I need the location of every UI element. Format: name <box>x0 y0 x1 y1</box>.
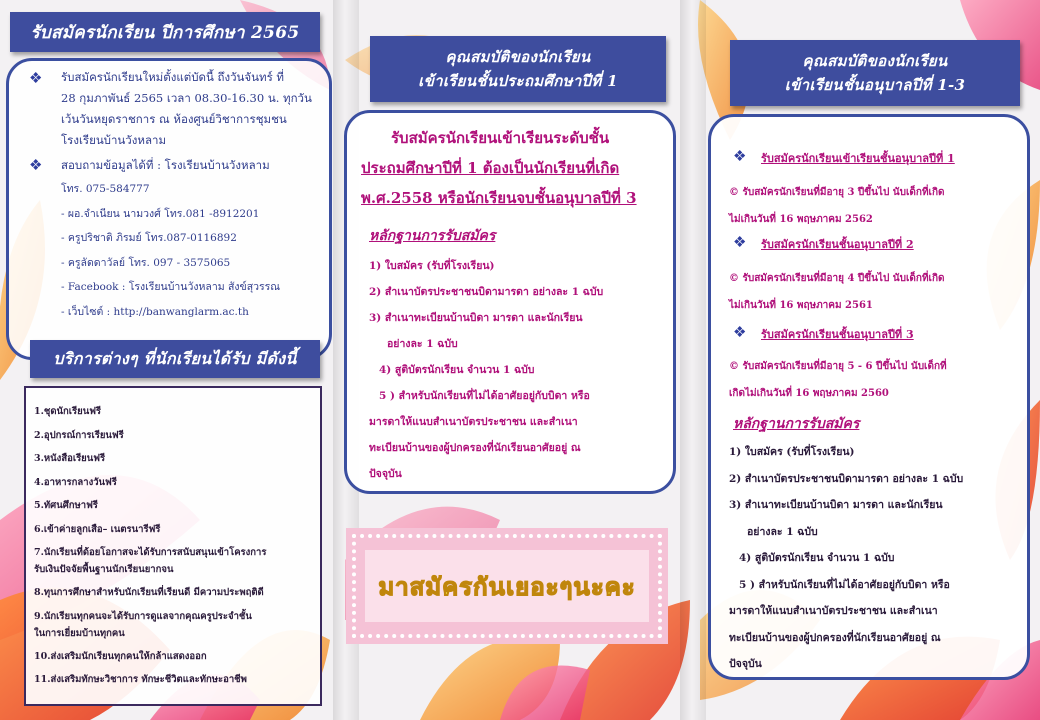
contact-line: โทร. 075-584777 <box>61 183 150 195</box>
middle-title-line1: คุณสมบัติของนักเรียน <box>445 48 591 66</box>
right-title-line2: เข้าเรียนชั้นอนุบาลปีที่ 1-3 <box>784 76 966 94</box>
doc-item: 2) สำเนาบัตรประชาชนบิดามารดา อย่างละ 1 ฉบับ <box>729 472 964 485</box>
k3-line: © รับสมัครนักเรียนที่มีอายุ 5 - 6 ปีขึ้นไป นับเด็กที่ <box>729 361 947 372</box>
doc-item: 5 ) สำหรับนักเรียนที่ไม่ได้อาศัยอยู่กับบิดา หรือ <box>739 578 950 591</box>
service-item: 9.นักเรียนทุกคนจะได้รับการดูแลจากคุณครูประจำชั้น <box>34 610 252 622</box>
k2-line: © รับสมัครนักเรียนที่มีอายุ 4 ปีขึ้นไป นับเด็กที่เกิด <box>729 273 945 284</box>
service-item: 4.อาหารกลางวันฟรี <box>34 476 117 488</box>
kindergarten-docs-title: หลักฐานการรับสมัคร <box>733 416 860 432</box>
service-item: ในการเยี่ยมบ้านทุกคน <box>34 627 125 639</box>
doc-item: 3) สำเนาทะเบียนบ้านบิดา มารดา และนักเรียน <box>369 312 583 324</box>
contact-title: สอบถามข้อมูลได้ที่ : โรงเรียนบ้านวังหลาม <box>61 158 270 172</box>
info-line: รับสมัครนักเรียนใหม่ตั้งแต่บัดนี้ ถึงวันจันทร์ ที่ <box>61 70 284 84</box>
diamond-bullet-icon: ❖ <box>733 233 747 251</box>
k2-line: ไม่เกินวันที่ 16 พฤษภาคม 2561 <box>729 300 873 311</box>
doc-item: 4) สูติบัตรนักเรียน จำนวน 1 ฉบับ <box>379 364 535 376</box>
contact-line: - Facebook : โรงเรียนบ้านวังหลาม สังข์สุวรรณ <box>61 281 281 293</box>
service-item: 2.อุปกรณ์การเรียนฟรี <box>34 429 124 441</box>
k1-line: © รับสมัครนักเรียนที่มีอายุ 3 ปีขึ้นไป นับเด็กที่เกิด <box>729 187 945 198</box>
k1-title: รับสมัครนักเรียนเข้าเรียนชั้นอนุบาลปีที่ 1 <box>761 152 955 165</box>
right-title-banner <box>730 40 1020 106</box>
doc-item: ปัจจุบัน <box>729 658 762 670</box>
doc-item: ทะเบียนบ้านของผู้ปกครองที่นักเรียนอาศัยอยู่ ณ <box>369 442 581 454</box>
doc-item: อย่างละ 1 ฉบับ <box>387 338 458 350</box>
k2-detail <box>729 265 945 319</box>
services-title: บริการต่างๆ ที่นักเรียนได้รับ มีดังนี้ <box>53 348 297 368</box>
doc-item: 3) สำเนาทะเบียนบ้านบิดา มารดา และนักเรียน <box>729 499 943 511</box>
middle-title-line2: เข้าเรียนชั้นประถมศึกษาปีที่ 1 <box>418 72 618 90</box>
primary-docs-title: หลักฐานการรับสมัคร <box>369 228 496 244</box>
fold-line-right <box>680 0 706 720</box>
services-list <box>34 400 266 692</box>
k3-title: รับสมัครนักเรียนชั้นอนุบาลปีที่ 3 <box>761 328 914 341</box>
intro-line: ประถมศึกษาปีที่ 1 ต้องเป็นนักเรียนที่เกิด <box>361 159 620 177</box>
service-item: 6.เข้าค่ายลูกเสือ– เนตรนารีฟรี <box>34 523 161 535</box>
services-panel <box>24 386 322 706</box>
info-line: 28 กุมภาพันธ์ 2565 เวลา 08.30-16.30 น. ทุกวัน <box>61 91 312 105</box>
contact-list <box>61 177 280 324</box>
service-item: รับเงินปัจจัยพื้นฐานนักเรียนยากจน <box>34 564 174 575</box>
welcome-sign-text: มาสมัครกันเยอะๆนะคะ <box>378 572 636 601</box>
doc-item: มารดาให้แนบสำเนาบัตรประชาชน และสำเนา <box>369 416 578 428</box>
left-title: รับสมัครนักเรียน ปีการศึกษา 2565 <box>30 22 300 43</box>
service-item: 1.ชุดนักเรียนฟรี <box>34 406 102 417</box>
diamond-bullet-icon: ❖ <box>733 323 747 341</box>
doc-item: 1) ใบสมัคร (รับที่โรงเรียน) <box>729 446 855 458</box>
doc-item: 2) สำเนาบัตรประชาชนบิดามารดา อย่างละ 1 ฉบับ <box>369 286 604 298</box>
left-title-banner <box>10 12 320 52</box>
service-item: 3.หนังสือเรียนฟรี <box>34 453 106 464</box>
service-item: 10.ส่งเสริมนักเรียนทุกคนให้กล้าแสดงออก <box>34 650 207 662</box>
right-title-line1: คุณสมบัติของนักเรียน <box>802 52 948 70</box>
contact-line: - เว็บไซต์ : http://banwanglarm.ac.th <box>61 305 249 318</box>
doc-item: 5 ) สำหรับนักเรียนที่ไม่ได้อาศัยอยู่กับบิดา หรือ <box>379 390 590 402</box>
k3-line: เกิดไม่เกินวันที่ 16 พฤษภาคม 2560 <box>729 388 889 399</box>
services-banner <box>30 340 320 378</box>
k1-line: ไม่เกินวันที่ 16 พฤษภาคม 2562 <box>729 214 873 225</box>
diamond-bullet-icon: ❖ <box>29 156 43 174</box>
service-item: 11.ส่งเสริมทักษะวิชาการ ทักษะชีวิตและทักษะอาชีพ <box>34 674 247 685</box>
doc-item: ทะเบียนบ้านของผู้ปกครองที่นักเรียนอาศัยอยู่ ณ <box>729 631 941 644</box>
contact-line: - ผอ.จำเนียน นามวงศ์ โทร.081 -8912201 <box>61 207 260 220</box>
doc-item: 1) ใบสมัคร (รับที่โรงเรียน) <box>369 260 495 272</box>
middle-title-banner <box>370 36 666 102</box>
doc-item: มารดาให้แนบสำเนาบัตรประชาชน และสำเนา <box>729 605 938 617</box>
service-item: 5.ทัศนศึกษาฟรี <box>34 500 98 511</box>
info-line: เว้นวันหยุดราชการ ณ ห้องศูนย์วิชาการชุมชน <box>61 112 287 126</box>
service-item: 7.นักเรียนที่ด้อยโอกาสจะได้รับการสนับสนุนเข้าโครงการ <box>34 547 267 558</box>
doc-item: 4) สูติบัตรนักเรียน จำนวน 1 ฉบับ <box>739 552 895 564</box>
welcome-sign <box>352 534 662 638</box>
diamond-bullet-icon: ❖ <box>733 147 747 165</box>
service-item: 8.ทุนการศึกษาสำหรับนักเรียนที่เรียนดี มีความประพฤติดี <box>34 587 264 598</box>
k3-detail <box>729 353 947 407</box>
welcome-sign-inner <box>365 550 649 622</box>
contact-line: - ครูลัดดาวัลย์ โทร. 097 - 3575065 <box>61 256 231 269</box>
primary-panel <box>344 110 676 494</box>
doc-item: ปัจจุบัน <box>369 468 402 480</box>
info-panel <box>6 58 332 360</box>
intro-line: พ.ศ.2558 หรือนักเรียนจบชั้นอนุบาลปีที่ 3 <box>361 189 637 207</box>
doc-item: อย่างละ 1 ฉบับ <box>747 525 818 538</box>
info-line: โรงเรียนบ้านวังหลาม <box>61 133 167 147</box>
diamond-bullet-icon: ❖ <box>29 69 43 87</box>
kindergarten-docs-list <box>729 439 963 678</box>
k2-title: รับสมัครนักเรียนชั้นอนุบาลปีที่ 2 <box>761 238 914 251</box>
k1-detail <box>729 179 945 233</box>
kindergarten-panel <box>708 114 1030 680</box>
contact-line: - ครูปริชาติ ภิรมย์ โทร.087-0116892 <box>61 232 237 244</box>
intro-line: รับสมัครนักเรียนเข้าเรียนระดับชั้น <box>391 129 610 147</box>
primary-intro <box>361 123 637 213</box>
primary-docs-list <box>369 253 603 487</box>
info-text <box>61 67 312 151</box>
